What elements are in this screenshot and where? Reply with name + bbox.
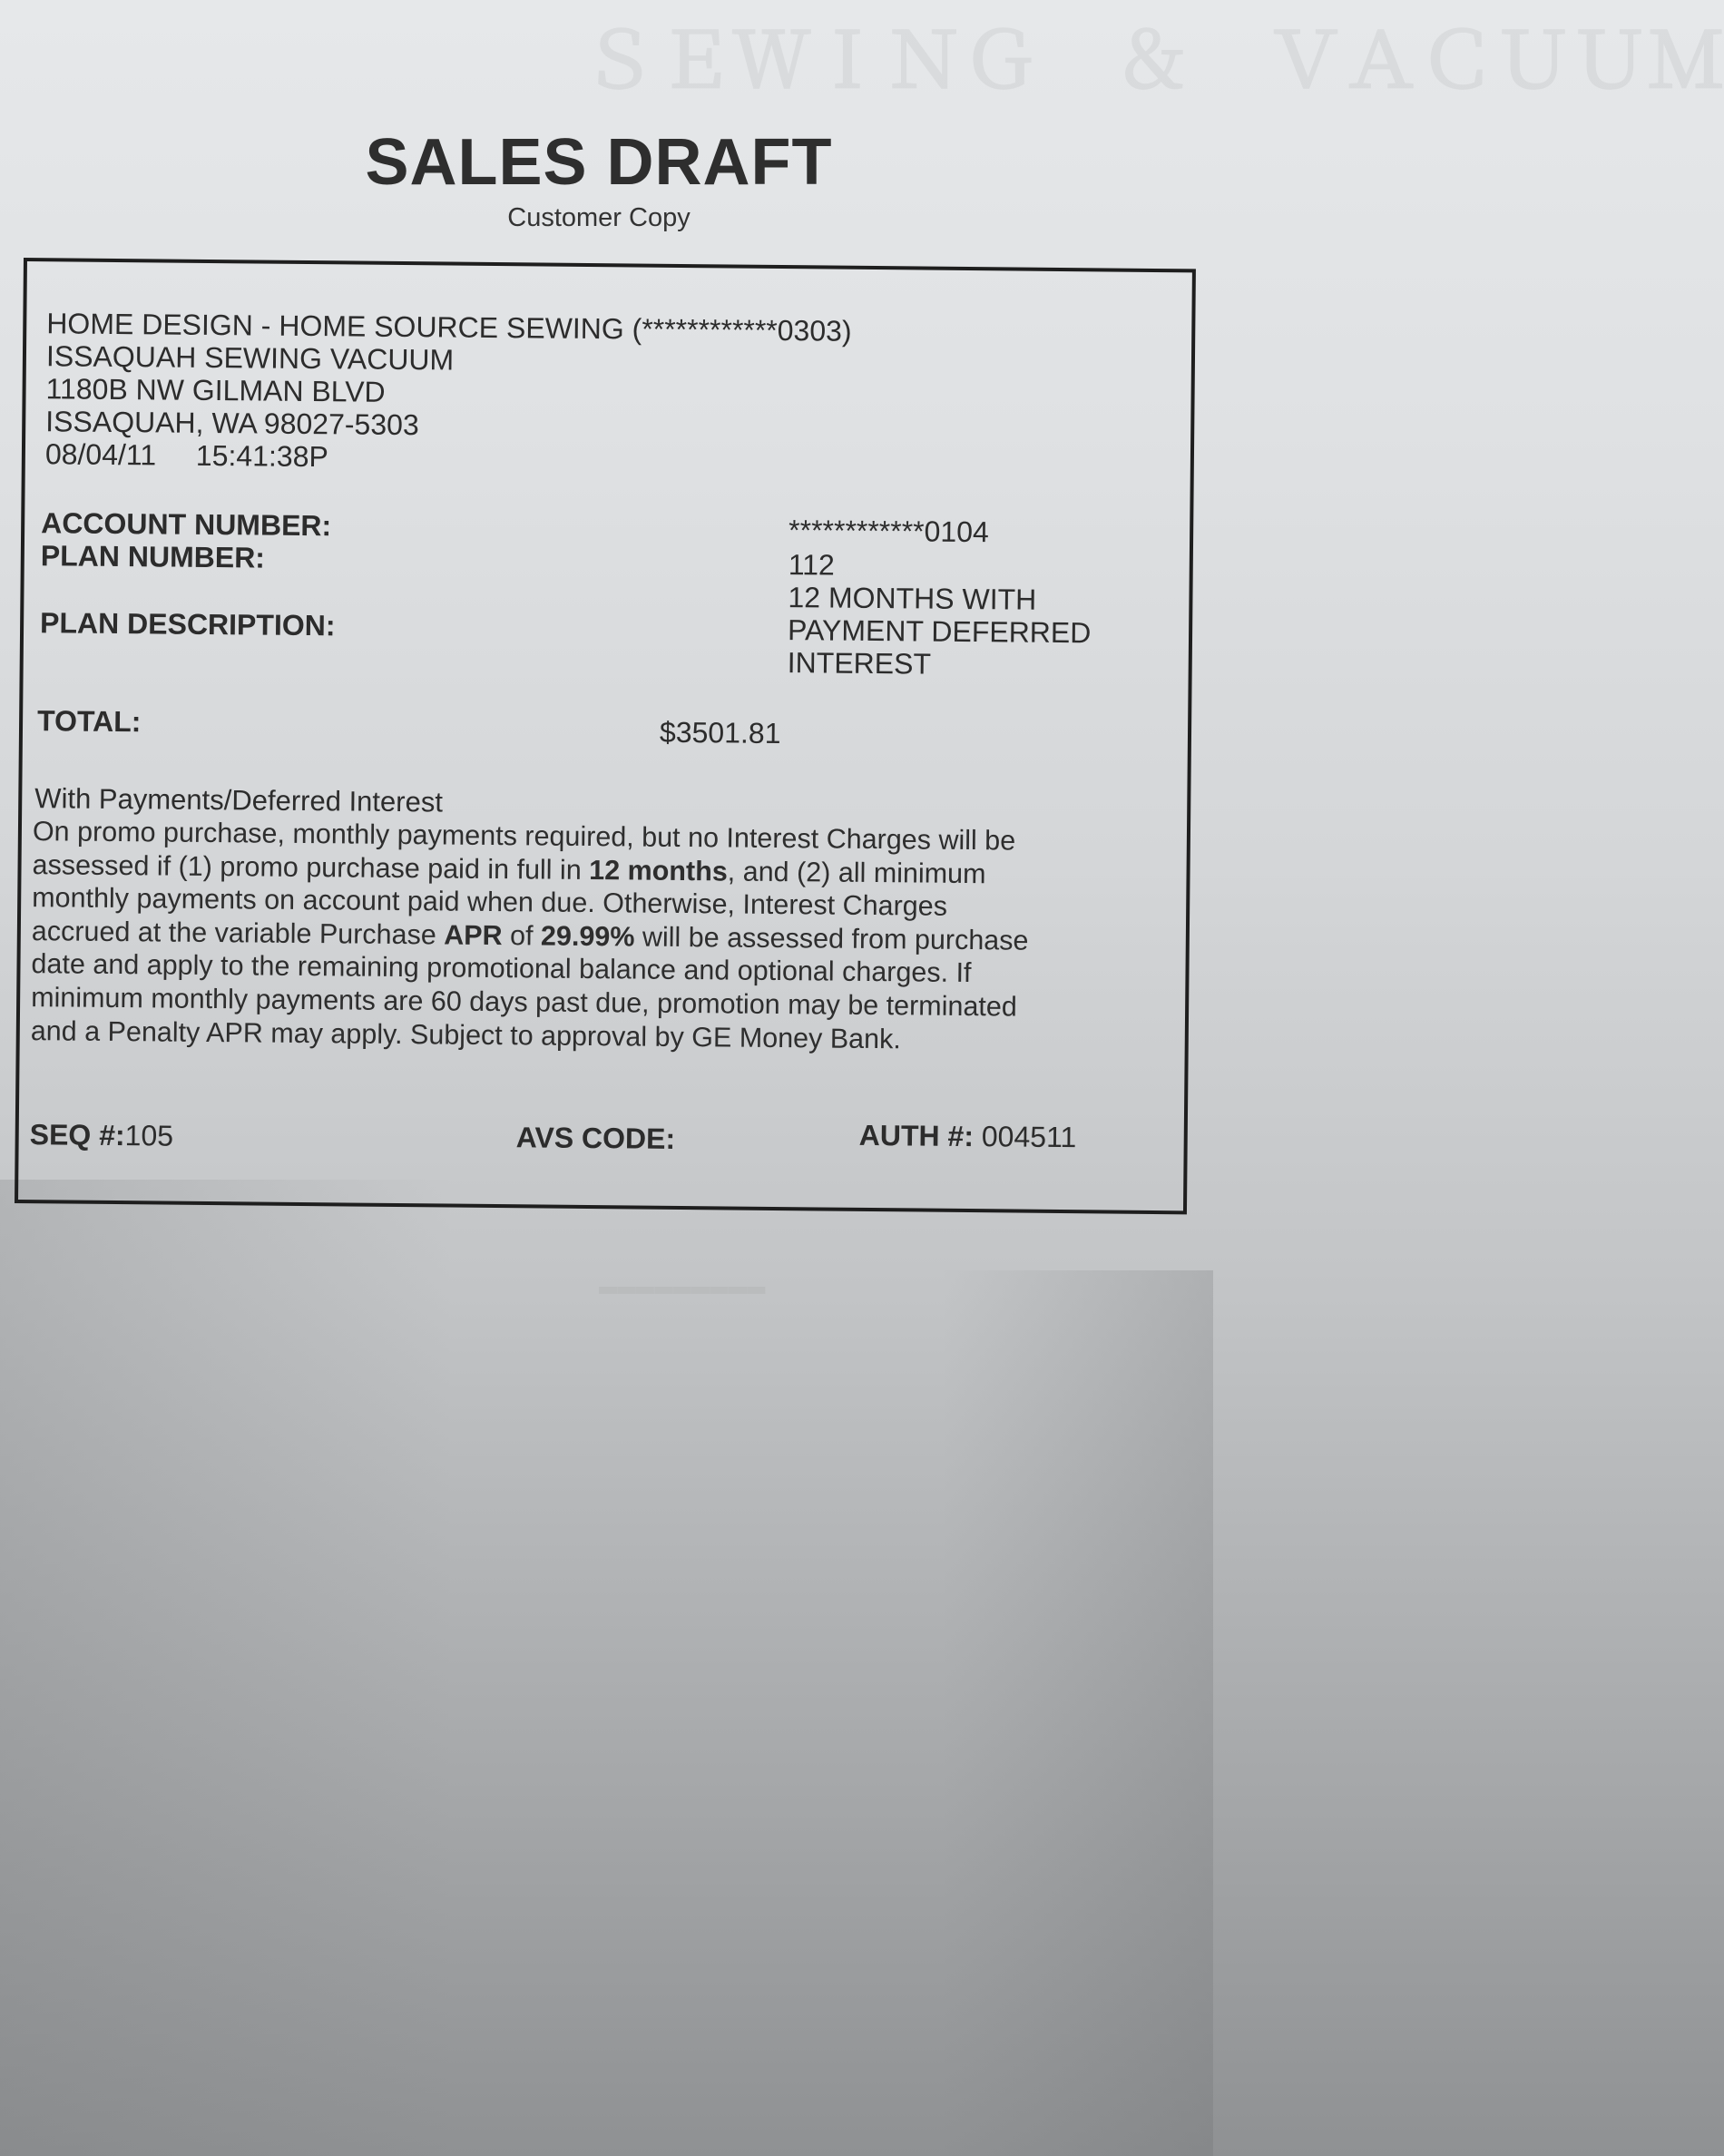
transaction-time: 15:41:38P	[195, 438, 328, 474]
terms-line: and a Penalty APR may apply. Subject to approval by GE Money Bank.	[30, 1014, 901, 1054]
document-title: SALES DRAFT	[365, 126, 833, 199]
terms-line: minimum monthly payments are 60 days past due, promotion may be terminated	[31, 982, 1017, 1023]
seq-value: 105	[124, 1119, 174, 1152]
terms-line: On promo purchase, monthly payments required, but no Interest Charges will be	[32, 816, 1016, 857]
total-value: $3501.81	[659, 715, 781, 750]
transaction-date: 08/04/11	[44, 437, 157, 472]
terms-line: accrued at the variable Purchase APR of 29.99% will be assessed from purchase	[31, 915, 1029, 956]
seq-label: SEQ #:105	[29, 1118, 174, 1152]
receipt-box	[15, 258, 1196, 1214]
plan-number-value: 112	[788, 548, 835, 582]
page-shadow-right	[941, 1270, 1213, 2156]
plan-description-line: PAYMENT DEFERRED	[787, 613, 1092, 650]
document-subtitle: Customer Copy	[507, 203, 691, 232]
terms-line: monthly payments on account paid when due. Otherwise, Interest Charges	[32, 882, 948, 922]
terms-line: assessed if (1) promo purchase paid in full in 12 months, and (2) all minimum	[32, 848, 986, 889]
plan-description-line: INTEREST	[787, 646, 932, 681]
plan-number-label: PLAN NUMBER:	[40, 539, 266, 574]
plan-description-line: 12 MONTHS WITH	[788, 581, 1037, 616]
terms-heading: With Payments/Deferred Interest	[34, 782, 444, 818]
terms-paragraph	[31, 815, 1167, 1058]
terms-line: date and apply to the remaining promotional balance and optional charges. If	[31, 948, 972, 989]
merchant-name: HOME DESIGN - HOME SOURCE SEWING (************0303)	[46, 307, 852, 348]
auth-label: AUTH #: 004511	[858, 1118, 1077, 1154]
merchant-store: ISSAQUAH SEWING VACUUM	[45, 339, 455, 377]
total-label: TOTAL:	[36, 704, 142, 739]
merchant-city: ISSAQUAH, WA 98027-5303	[45, 405, 419, 442]
bleed-through-text: ▬▬▬▬▬▬▬▬▬	[599, 1270, 766, 1305]
page-shadow-left	[0, 1180, 454, 2156]
bleed-through-text: ＳＥＷＩＮＧ ＆ ＶＡＣＵＵＭ	[581, 24, 1724, 111]
avs-code-label: AVS CODE:	[515, 1121, 676, 1155]
account-number-value: ************0104	[788, 514, 989, 549]
plan-description-label: PLAN DESCRIPTION:	[39, 606, 336, 642]
account-number-label: ACCOUNT NUMBER:	[41, 506, 332, 543]
merchant-address: 1180B NW GILMAN BLVD	[45, 372, 386, 408]
auth-value: 004511	[981, 1120, 1077, 1154]
